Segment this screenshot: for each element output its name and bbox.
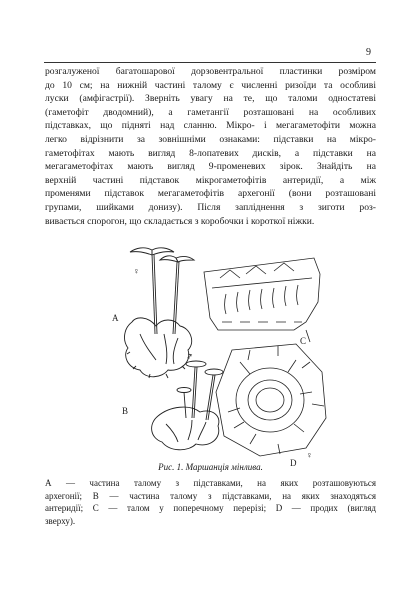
figure-label-a: A (112, 313, 119, 323)
text-line: мегагаметофітах мають вигляд 9-променевих зірок. Знайдіть на (45, 161, 376, 173)
text-line: підставках, що підняті над сланню. Мікро- і мегагаметофіти можна (45, 120, 376, 132)
text-line: луски (амфігастрії). Зверніть увагу на те, що таломи одностатеві (45, 93, 376, 105)
legend-line: архегонії; В — частина талому з підставками, на яких знаходяться (45, 490, 376, 501)
stoma-drawing (216, 344, 326, 456)
body-paragraph (45, 65, 376, 228)
text-line: гаметофітах мають вигляд 8-лопатевих дисків, а підставки на (45, 147, 376, 159)
legend-line: зверху). (45, 515, 76, 526)
text-line: верхній частині підставок мікрогаметофітів антеридії, а між (45, 174, 376, 186)
text-line: легко відрізнити за зовнішніми ознаками: підставки на мікро- (45, 133, 376, 145)
legend-line: антеридії; С — талом у поперечному перерізі; D — продих (вигляд (45, 503, 376, 514)
text-line: групами, шийками донизу). Після запліднення з зиготи роз- (45, 201, 376, 213)
figure-legend (45, 477, 376, 527)
text-line: розгалуженої багатошарової дорзовентральної пластинки розміром (45, 66, 376, 77)
female-symbol: ♀ (133, 266, 140, 276)
text-line: променями підставок мегагаметофітів архегонії (вони розташовані (45, 188, 376, 200)
header-rule (44, 62, 376, 63)
text-line: до 10 см; на нижній частині талому є численні ризоїди та особливі (45, 79, 376, 91)
male-symbol: ♂ (186, 352, 193, 362)
legend-line: А — частина талому з підставками, на яких розташовуються (45, 478, 376, 488)
text-line: (гаметофіт дводомний), а гаметангії розташовані на особливих (45, 106, 376, 118)
thallus-cross-section-drawing (204, 258, 320, 342)
figure-label-c: C (300, 336, 307, 346)
text-line: вивається спорогон, що складається з коробочки і короткої ніжки. (45, 215, 315, 227)
figure-label-b: B (122, 406, 129, 416)
page-number: 9 (366, 47, 371, 58)
female-symbol-d: ♀ (306, 450, 313, 460)
figure-label-d: D (290, 458, 297, 468)
figure-caption: Рис. 1. Маршанція мінлива. (158, 462, 263, 472)
